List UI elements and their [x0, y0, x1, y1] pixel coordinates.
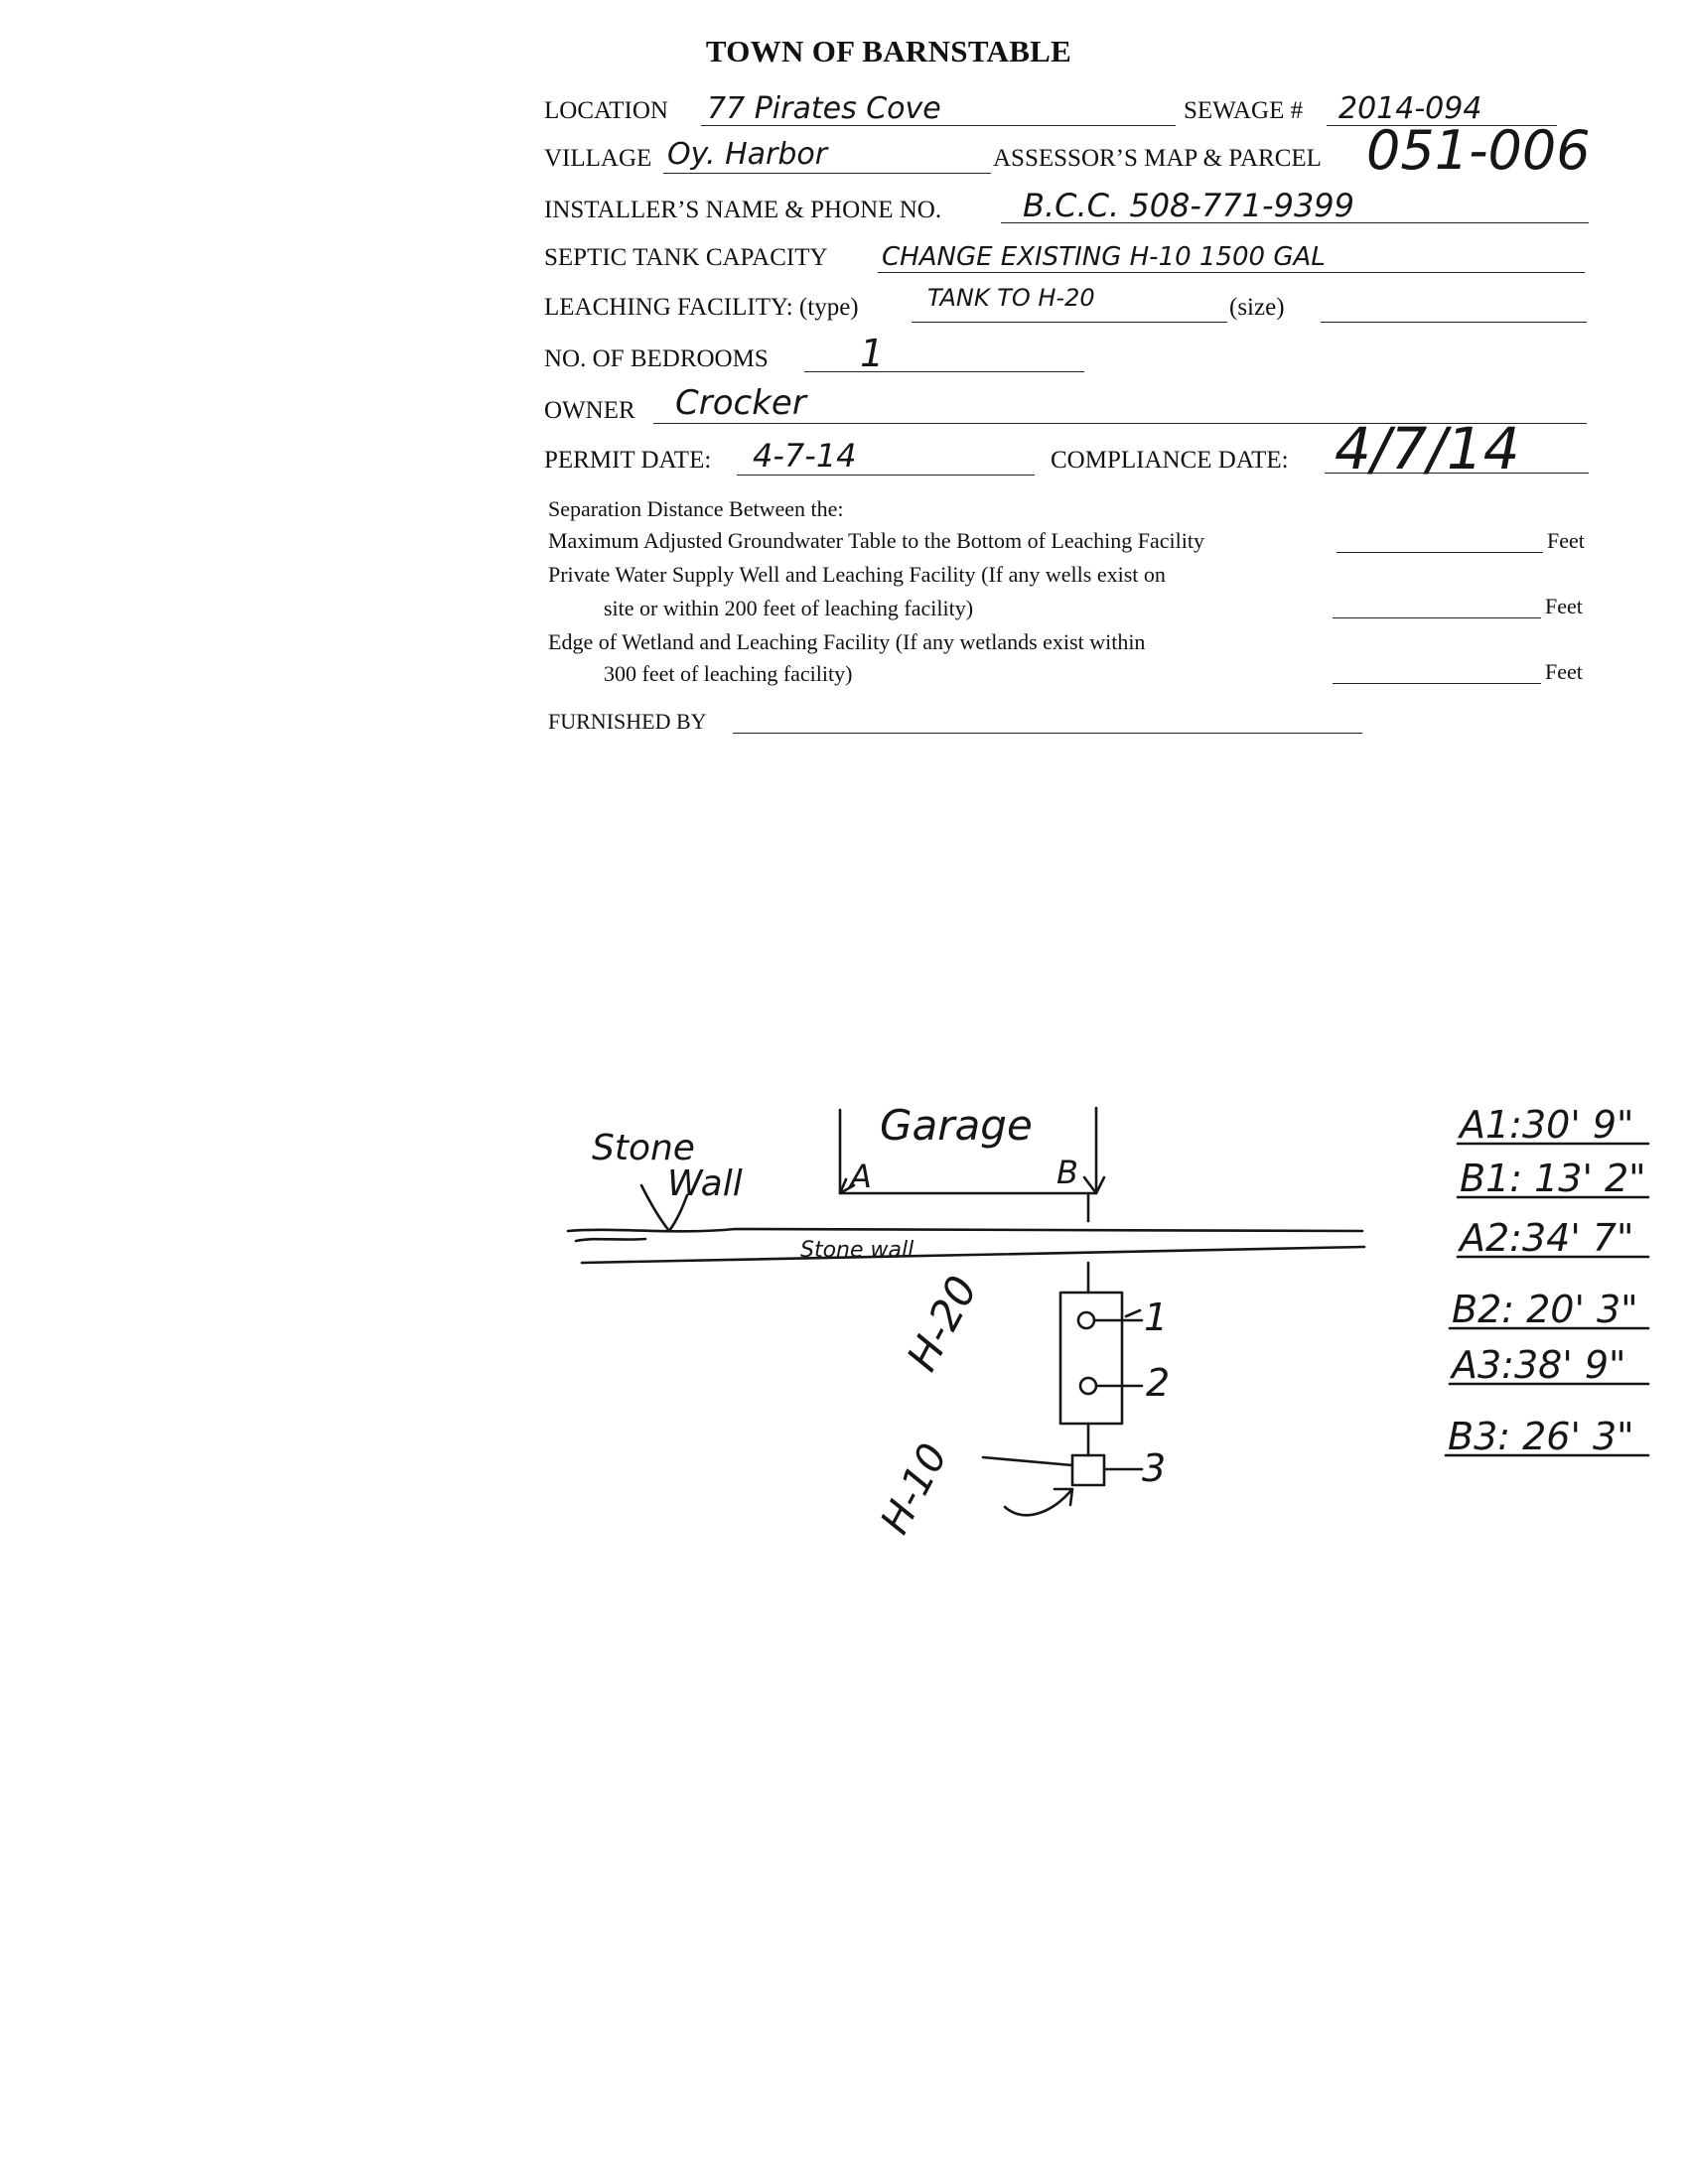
point-b-label: B: [1056, 1154, 1078, 1191]
h10-box: [1072, 1455, 1104, 1485]
compliance-value: 4/7/14: [1335, 415, 1520, 482]
village-label: VILLAGE: [544, 145, 652, 172]
installer-value: B.C.C. 508-771-9399: [1023, 187, 1355, 224]
location-label: LOCATION: [544, 97, 668, 124]
village-value: Oy. Harbor: [667, 137, 828, 172]
measurement-a3: A3:38' 9": [1452, 1343, 1626, 1387]
measurement-a2: A2:34' 7": [1460, 1216, 1634, 1260]
location-value: 77 Pirates Cove: [707, 91, 941, 126]
parcel-label: ASSESSOR’S MAP & PARCEL: [993, 145, 1322, 172]
sewage-value: 2014-094: [1338, 91, 1482, 126]
leaching-size-label: (size): [1229, 294, 1285, 321]
installer-label: INSTALLER’S NAME & PHONE NO.: [544, 197, 942, 223]
sewage-label: SEWAGE #: [1184, 97, 1304, 124]
measurement-b3: B3: 26' 3": [1448, 1415, 1634, 1458]
tank-port-1: [1078, 1312, 1094, 1328]
separation-row-1-unit: Feet: [1547, 528, 1585, 553]
marker-2-label: 2: [1146, 1361, 1171, 1405]
separation-row-1-text: Maximum Adjusted Groundwater Table to the Bottom of Leaching Facility: [548, 528, 1204, 553]
garage-arrow-b: [1084, 1177, 1104, 1193]
septic-label: SEPTIC TANK CAPACITY: [544, 244, 828, 271]
h10-label: H-10: [872, 1435, 957, 1542]
leaching-type-value: TANK TO H-20: [927, 284, 1095, 312]
furnished-label: FURNISHED BY: [548, 709, 707, 734]
separation-row-2-text: Private Water Supply Well and Leaching Facility (If any wells exist on: [548, 562, 1166, 587]
owner-value: Crocker: [675, 383, 806, 423]
stone-wall-mark: [576, 1239, 645, 1241]
measurement-a1: A1:30' 9": [1460, 1103, 1634, 1147]
stone-wall-line-lower: [582, 1247, 1364, 1263]
stone-wall-label-top: Stone: [592, 1128, 695, 1168]
marker-3-label: 3: [1142, 1446, 1167, 1490]
separation-row-3-text: Edge of Wetland and Leaching Facility (If any wetlands exist within: [548, 629, 1146, 654]
bedrooms-label: NO. OF BEDROOMS: [544, 345, 769, 372]
stone-wall-line-upper: [568, 1229, 1362, 1231]
separation-row-3-text-cont: 300 feet of leaching facility): [604, 661, 853, 686]
separation-heading: Separation Distance Between the:: [548, 496, 844, 521]
marker-1-leader: [1094, 1310, 1142, 1320]
leaching-label: LEACHING FACILITY: (type): [544, 294, 859, 321]
point-a-label: A: [850, 1158, 872, 1195]
septic-value: CHANGE EXISTING H-10 1500 GAL: [882, 242, 1326, 272]
separation-row-2-unit: Feet: [1545, 594, 1583, 618]
stone-wall-label-bottom: Wall: [667, 1163, 743, 1204]
stone-wall-line-label: Stone wall: [800, 1238, 914, 1263]
h20-label: H-20: [897, 1268, 987, 1379]
permit-label: PERMIT DATE:: [544, 447, 712, 474]
compliance-label: COMPLIANCE DATE:: [1051, 447, 1289, 474]
separation-row-2-text-cont: site or within 200 feet of leaching facility): [604, 596, 974, 620]
garage-label: Garage: [880, 1101, 1033, 1150]
h20-tank: [1060, 1293, 1122, 1424]
permit-value: 4-7-14: [753, 437, 857, 475]
measurement-b1: B1: 13' 2": [1460, 1157, 1646, 1200]
parcel-value: 051-006: [1366, 119, 1591, 182]
form-title: TOWN OF BARNSTABLE: [705, 34, 1072, 68]
measurement-b2: B2: 20' 3": [1452, 1288, 1638, 1331]
bedrooms-value: 1: [860, 332, 885, 375]
tank-port-2: [1080, 1378, 1096, 1394]
owner-label: OWNER: [544, 397, 635, 424]
h10-inlet-line: [983, 1457, 1072, 1465]
marker-1-label: 1: [1144, 1296, 1169, 1339]
h10-arrow: [1005, 1489, 1072, 1515]
separation-row-3-unit: Feet: [1545, 659, 1583, 684]
